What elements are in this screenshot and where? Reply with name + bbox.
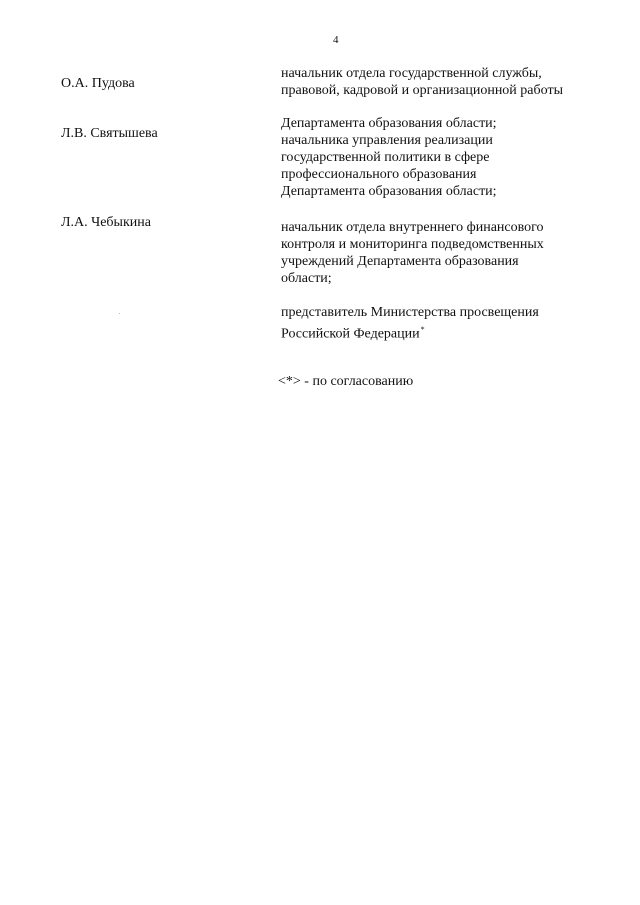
member-position: [281, 115, 611, 200]
member-name: Л.А. Чебыкина: [61, 215, 151, 230]
position-line: области;: [281, 271, 332, 286]
footnote-marker: *: [420, 325, 425, 334]
position-line-text: Российской Федерации: [281, 326, 420, 342]
member-position: [281, 65, 611, 99]
position-line: профессионального образования: [281, 167, 477, 182]
page-number: 4: [333, 34, 339, 46]
position-line: Департамента образования области;: [281, 184, 497, 199]
position-line: контроля и мониторинга подведомственных: [281, 237, 544, 252]
position-line: учреждений Департамента образования: [281, 254, 519, 269]
footnote: <*> - по согласованию: [278, 374, 414, 389]
position-line: правовой, кадровой и организационной работы: [281, 83, 563, 98]
member-position: [281, 304, 611, 343]
position-line: государственной политики в сфере: [281, 150, 490, 165]
position-line: [281, 321, 611, 343]
position-line: Департамента образования области;: [281, 116, 497, 131]
position-line: начальника управления реализации: [281, 133, 493, 148]
position-line: представитель Министерства просвещения: [281, 305, 539, 320]
member-name: О.А. Пудова: [61, 76, 135, 91]
member-name: Л.В. Святышева: [61, 126, 158, 141]
position-line: начальник отдела внутреннего финансового: [281, 220, 544, 235]
position-line: начальник отдела государственной службы,: [281, 66, 542, 81]
scan-speck: [119, 313, 120, 314]
member-position: [281, 219, 611, 287]
